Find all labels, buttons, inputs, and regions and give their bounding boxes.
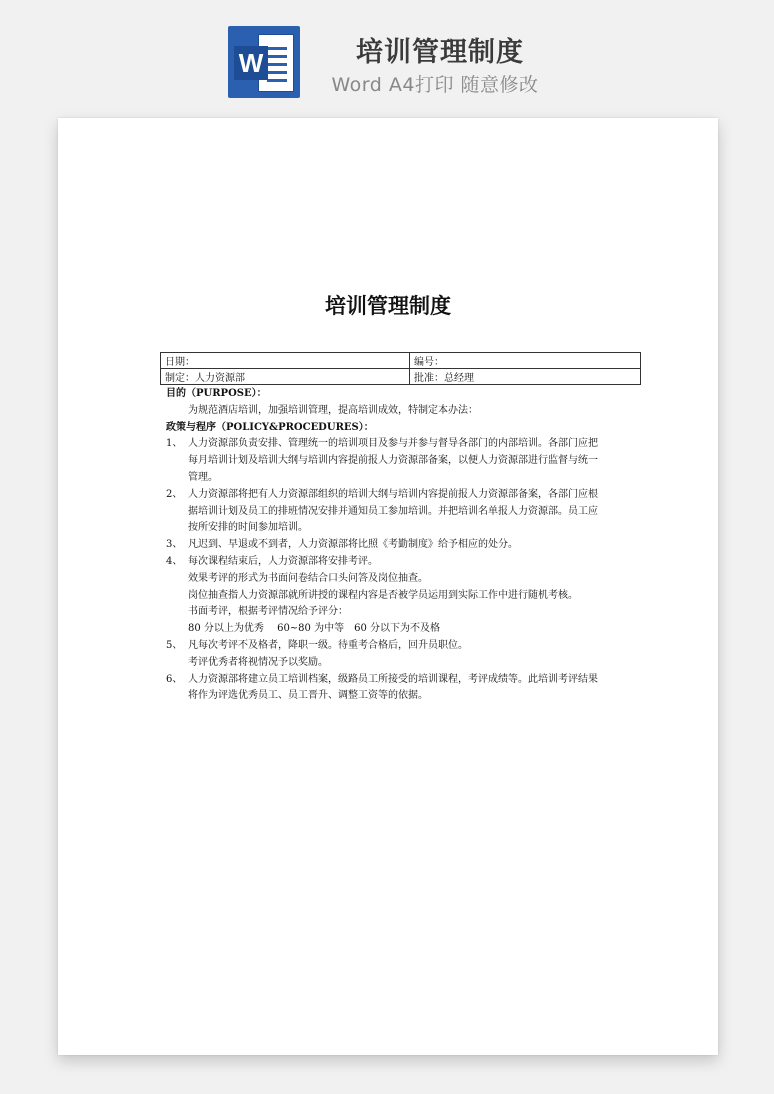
policy-item-number: 2、 [166,488,183,500]
policy-item-text [188,537,641,554]
document-page [58,118,718,1055]
purpose-text: 为规范酒店培训，加强培训管理，提高培训成效，特制定本办法： [188,404,478,416]
policy-item-line: 人力资源部将把有人力资源部组织的培训大纲与培训内容提前报人力资源部备案，各部门应根 [188,488,598,500]
policy-item [166,672,641,706]
header-subtitle: Word A4打印 随意修改 [331,74,539,96]
policy-item-line: 岗位抽查指人力资源部就所讲授的课程内容是否被学员运用到实际工作中进行随机考核。 [188,589,578,601]
policy-item [166,554,641,638]
policy-item-line: 凡每次考评不及格者，降职一级。待重考合格后，回升员职位。 [188,639,468,651]
date-cell: 日期： [161,353,410,369]
header-title: 培训管理制度 [356,37,524,68]
document-body [166,386,641,705]
policy-heading: 政策与程序（POLICY&PROCEDURES）： [166,421,374,433]
policy-items [166,436,641,705]
header [0,0,774,110]
policy-item-line: 人力资源部负责安排、管理统一的培训项目及参与并参与督导各部门的内部培训。各部门应把 [188,438,598,450]
policy-item-number: 3、 [166,539,183,551]
purpose-heading: 目的（PURPOSE）： [166,388,267,399]
policy-item-line: 人力资源部将建立员工培训档案，级路员工所接受的培训课程，考评成绩等。此培训考评结果 [188,673,598,685]
policy-item-line: 按所安排的时间参加培训。 [188,522,308,534]
policy-item-text [188,672,641,706]
policy-item-line: 每月培训计划及培训大纲与培训内容提前报人力资源部备案，以便人力资源部进行监督与统一 [188,455,598,467]
info-table [160,352,641,385]
policy-item-number: 1、 [166,438,183,450]
policy-item-line: 每次课程结束后，人力资源部将安排考评。 [188,555,378,567]
policy-item [166,487,641,537]
word-letter-w: W [234,46,268,80]
policy-item-text [188,436,641,486]
policy-item-number: 5、 [166,639,183,651]
policy-item-line: 据培训计划及员工的排班情况安排并通知员工参加培训。并把培训名单报人力资源部。员工应 [188,505,598,517]
policy-item-line: 考评优秀者将视情况予以奖励。 [188,656,328,668]
policy-item-line: 80 分以上为优秀 60~80 为中等 60 分以下为不及格 [188,623,440,635]
policy-item-line: 凡迟到、早退或不到者，人力资源部将比照《考勤制度》给予相应的处分。 [188,539,518,551]
policy-item [166,537,641,554]
policy-item-line: 效果考评的形式为书面问卷结合口头问答及岗位抽查。 [188,572,428,584]
policy-item-number: 4、 [166,555,183,567]
made-by-cell: 制定：人力资源部 [161,369,410,385]
policy-item-line: 将作为评选优秀员工、员工晋升、调整工资等的依据。 [188,690,428,702]
approved-by-cell: 批准：总经理 [410,369,641,385]
policy-item [166,436,641,486]
policy-item-line: 书面考评，根据考评情况给予评分： [188,606,348,618]
number-cell: 编号： [410,353,641,369]
policy-item-text [188,638,641,672]
policy-item-text [188,487,641,537]
policy-item-text [188,554,641,638]
word-icon [228,26,300,98]
policy-item-line: 管理。 [188,471,218,483]
policy-item [166,638,641,672]
document-title: 培训管理制度 [325,293,451,318]
policy-item-number: 6、 [166,673,183,685]
